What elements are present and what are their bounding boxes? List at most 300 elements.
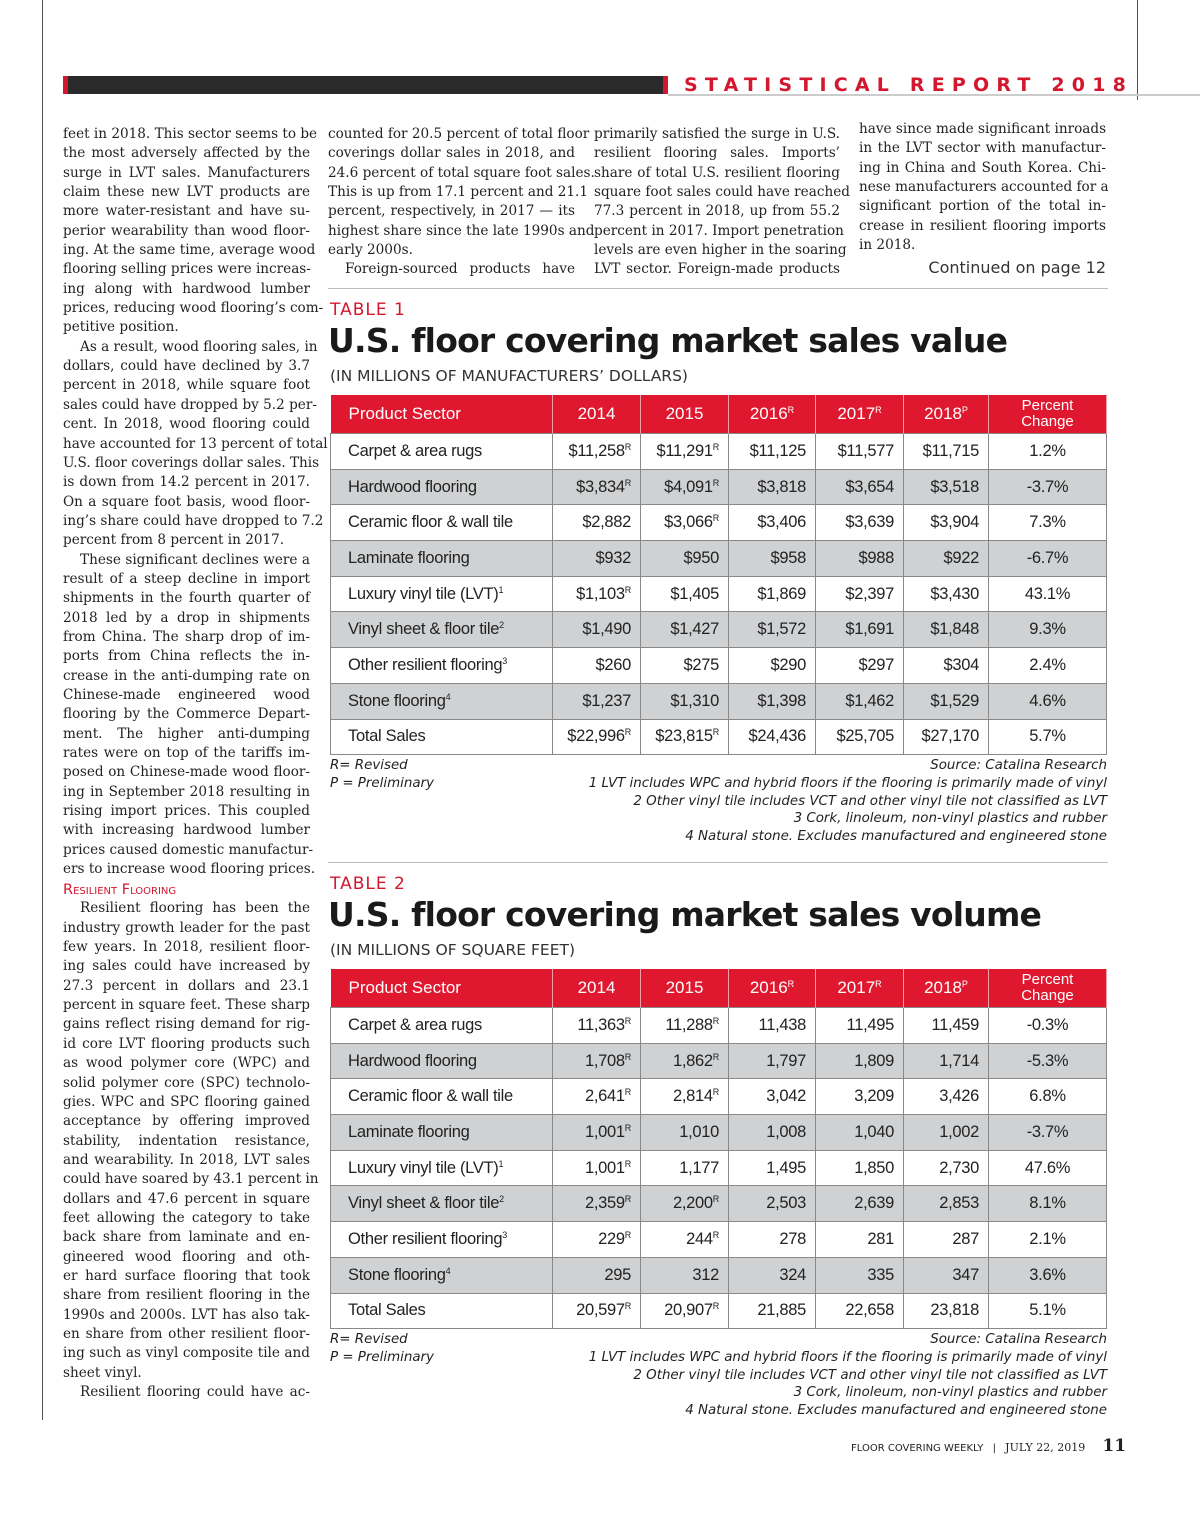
table-row [331,1186,1107,1222]
value-cell [729,576,816,612]
value-cell [641,719,729,755]
column-header-text: 2016 [749,978,788,997]
table-label: TABLE 1 [330,300,406,320]
value-cell [553,1079,641,1115]
cell-text: $22,996 [567,727,625,746]
cell-text: 1,008 [766,1122,806,1141]
superscript: 2 [499,1194,504,1205]
divider [328,862,1108,863]
value-cell [816,1008,904,1044]
cell-text: 11,495 [846,1015,894,1034]
cell-text: Other resilient flooring [348,655,503,674]
cell-text: Hardwood flooring [348,1051,477,1070]
cell-text: Hardwood flooring [348,477,477,496]
column-header-text: 2017 [837,978,876,997]
superscript: R [624,727,631,738]
value-cell [989,1043,1107,1079]
superscript: 4 [445,691,451,702]
value-cell [904,1008,989,1044]
cell-text: $922 [943,548,979,567]
cell-text: 5.7% [1029,727,1066,746]
issue-date: JULY 22, 2019 [1005,1441,1086,1454]
body-text-line: primarily satisfied the surge in U.S. [594,126,840,142]
source-note: Source: Catalina Research [930,1332,1107,1347]
column-header [816,969,904,1008]
cell-text: $27,170 [921,727,979,746]
superscript: R [712,1051,719,1062]
body-text-line: significant portion of the total in- [859,198,1106,215]
body-text-line: This is up from 17.1 percent and 21.1 [328,184,588,201]
cell-text: -3.7% [1026,1122,1069,1141]
superscript: 3 [502,1229,507,1240]
column-header [553,969,641,1008]
cell-text: Ceramic floor & wall tile [348,1087,513,1106]
body-text-line: ers to increase wood flooring prices. [63,861,316,878]
cell-text: 335 [867,1265,894,1284]
body-text-line: posed on Chinese-made wood floor- [63,764,310,781]
value-cell [553,1115,641,1151]
table-title: U.S. floor covering market sales volume [328,895,1042,934]
product-sector-cell [331,576,553,612]
value-cell [553,541,641,577]
value-cell [729,1115,816,1151]
cell-text: 11,363 [577,1015,625,1034]
superscript: R [712,513,719,524]
body-text-line: en share from other resilient floor- [63,1325,310,1342]
body-text-line: nese manufacturers accounted for a [859,179,1109,196]
cell-text: $297 [858,655,894,674]
page-right-rule [1137,0,1138,100]
cell-text: Laminate flooring [348,548,470,567]
superscript: R [712,1229,719,1240]
cell-text: 244 [686,1229,713,1248]
table-row [331,648,1107,684]
cell-text: 43.1% [1024,584,1071,603]
product-sector-cell [331,1186,553,1222]
product-sector-cell [331,1008,553,1044]
product-sector-cell [331,541,553,577]
divider [328,288,1108,289]
value-cell [641,1186,729,1222]
body-text-line: percent in 2018, while square foot [63,377,310,394]
cell-text: $3,430 [930,584,979,603]
article-column-4 [859,120,1109,255]
cell-text: $260 [595,655,631,674]
page-footer [851,1436,1126,1456]
value-cell [729,541,816,577]
superscript: R [712,727,719,738]
cell-text: $3,066 [664,513,713,532]
superscript: R [624,441,631,452]
body-text-line: sheet vinyl. [63,1364,142,1381]
body-text-line: ing in September 2018 resulting in [63,783,310,800]
body-text-line: U.S. floor coverings dollar sales. This [63,454,320,471]
column-header-text: 2014 [577,404,616,423]
cell-text: $3,654 [845,477,894,496]
article-column-3 [594,125,850,280]
body-text-line: Chinese-made engineered wood [63,686,310,703]
column-header-text: 2017 [837,404,876,423]
body-text-line: Foreign-sourced products have [345,261,575,278]
product-sector-cell [331,612,553,648]
cell-text: $25,705 [836,727,894,746]
value-cell [904,576,989,612]
body-text-line: 1990s and 2000s. LVT has also tak- [63,1306,310,1323]
superscript: R [624,1229,631,1240]
table-row [331,1115,1107,1151]
cell-text: $1,398 [757,691,806,710]
cell-text: $1,427 [670,620,719,639]
body-text-line: prices caused domestic manufactur- [63,841,314,858]
footnote: 2 Other vinyl tile includes VCT and other vinyl tile not classified as LVT [633,1367,1107,1383]
cell-text: $11,125 [749,441,806,460]
value-cell [989,576,1107,612]
body-text-line: rising import prices. This coupled [63,803,310,820]
value-cell [729,505,816,541]
cell-text: $11,715 [922,441,979,460]
value-cell [729,1008,816,1044]
cell-text: Total Sales [348,1301,426,1320]
table-row [331,434,1107,470]
superscript: 2 [499,620,504,631]
note-left: P = Preliminary [330,1349,434,1365]
value-cell [989,541,1107,577]
table-header-row [331,395,1107,434]
column-header [904,395,989,434]
cell-text: 7.3% [1029,513,1066,532]
footer-separator: | [992,1443,996,1454]
superscript: R [787,405,795,415]
cell-text: $1,310 [670,691,719,710]
value-cell [641,1150,729,1186]
table-row [331,1043,1107,1079]
value-cell [816,648,904,684]
cell-text: Carpet & area rugs [348,441,483,460]
superscript: R [712,1301,719,1312]
cell-text: 1,797 [766,1051,806,1070]
body-text-line: gains reflect rising demand for rig- [63,1016,310,1033]
cell-text: $3,818 [757,477,806,496]
value-cell [553,469,641,505]
body-text-line: 2018 led by a drop in shipments [63,609,310,626]
superscript: R [624,1122,631,1133]
cell-text: 4.6% [1029,691,1066,710]
cell-text: 11,288 [665,1015,713,1034]
cell-text: 1.2% [1029,441,1066,460]
value-cell [553,505,641,541]
body-text-line: counted for 20.5 percent of total floor [328,126,590,142]
cell-text: 2,359 [585,1194,625,1213]
body-text-line: These significant declines were a [80,551,310,568]
value-cell [904,1079,989,1115]
superscript: R [712,441,719,452]
cell-text: $3,406 [757,513,806,532]
column-header [729,969,816,1008]
value-cell [989,1079,1107,1115]
cell-text: $1,691 [845,620,894,639]
value-cell [904,1115,989,1151]
body-text-line: 24.6 percent of total square foot sales. [328,164,595,181]
body-text-line: result of a steep decline in import [63,570,310,587]
value-cell [989,505,1107,541]
cell-text: 1,862 [673,1051,713,1070]
value-cell [816,1257,904,1293]
body-text-line: percent in 2017. Import penetration [594,222,844,239]
body-text-line: the most adversely affected by the [63,145,310,162]
table-row [331,505,1107,541]
body-text-line: could have soared by 43.1 percent in [63,1171,319,1188]
product-sector-cell [331,469,553,505]
cell-text: 5.1% [1029,1301,1066,1320]
cell-text: 1,010 [679,1122,719,1141]
body-text-line: share from resilient flooring in the [63,1287,310,1304]
table-row [331,1257,1107,1293]
value-cell [729,1293,816,1329]
column-header [989,395,1107,434]
table-row [331,1079,1107,1115]
body-text-line: in 2018. [859,237,916,254]
footnote: 1 LVT includes WPC and hybrid floors if the flooring is primarily made of vinyl [588,775,1107,791]
body-text-line: percent in square feet. These sharp [63,997,310,1014]
note-left: P = Preliminary [330,775,434,791]
cell-text: 21,885 [757,1301,806,1320]
value-cell [904,683,989,719]
cell-text: 1,850 [854,1158,894,1177]
cell-text: $4,091 [664,477,713,496]
body-text-line: ing along with hardwood lumber [63,280,310,297]
cell-text: $2,397 [845,584,894,603]
cell-text: 3.6% [1029,1265,1066,1284]
column-header [904,969,989,1008]
value-cell [641,505,729,541]
cell-text: -5.3% [1026,1051,1069,1070]
cell-text: $958 [770,548,806,567]
product-sector-cell [331,1115,553,1151]
value-cell [904,612,989,648]
superscript: R [712,477,719,488]
superscript: R [712,1087,719,1098]
cell-text: $3,904 [930,513,979,532]
value-cell [729,683,816,719]
product-sector-cell [331,719,553,755]
cell-text: $950 [683,548,719,567]
value-cell [904,541,989,577]
cell-text: 3,426 [939,1087,979,1106]
table-header-row [331,969,1107,1008]
section-title: STATISTICAL REPORT 2018 [684,74,1134,96]
cell-text: -0.3% [1026,1015,1069,1034]
body-text-line: gies. WPC and SPC flooring gained [63,1093,310,1110]
value-cell [553,683,641,719]
superscript: R [624,1301,631,1312]
cell-text: $2,882 [582,513,631,532]
body-text-line: ports from China reflects the in- [63,648,310,665]
cell-text: $932 [595,548,631,567]
cell-text: 3,042 [766,1087,806,1106]
value-cell [641,1043,729,1079]
table-row [331,719,1107,755]
value-cell [729,719,816,755]
value-cell [989,1186,1107,1222]
cell-text: $1,405 [670,584,719,603]
superscript: P [961,405,968,415]
value-cell [553,1043,641,1079]
value-cell [989,719,1107,755]
value-cell [816,434,904,470]
superscript: R [712,1194,719,1205]
cell-text: $1,572 [757,620,806,639]
value-cell [816,1115,904,1151]
body-text-line: Resilient flooring could have ac- [80,1384,310,1400]
column-header-text: Product Sector [348,404,461,423]
value-cell [904,1186,989,1222]
footnote: 2 Other vinyl tile includes VCT and other vinyl tile not classified as LVT [633,793,1107,809]
column-header-text: Percent Change [1021,397,1074,430]
cell-text: $23,815 [655,727,713,746]
table-row [331,683,1107,719]
body-text-line: resilient flooring sales. Imports’ [594,145,840,162]
cell-text: $290 [770,655,806,674]
value-cell [904,505,989,541]
cell-text: 2.4% [1029,655,1066,674]
cell-text: 312 [692,1265,719,1284]
cell-text: Vinyl sheet & floor tile [348,1194,500,1213]
superscript: R [787,979,795,989]
footnote: 1 LVT includes WPC and hybrid floors if the flooring is primarily made of vinyl [588,1349,1107,1365]
column-header [641,395,729,434]
body-text-line: dollars, could have declined by 3.7 [63,358,310,375]
page-number: 11 [1102,1436,1127,1456]
column-header-text: 2018 [924,978,962,997]
data-table [330,395,1107,755]
superscript: 4 [445,1265,451,1276]
source-note: Source: Catalina Research [930,758,1107,773]
note-left: R= Revised [330,1332,408,1347]
value-cell [816,469,904,505]
value-cell [553,1150,641,1186]
value-cell [989,1222,1107,1258]
value-cell [729,1043,816,1079]
value-cell [641,469,729,505]
body-text-line: back share from laminate and en- [63,1229,310,1246]
cell-text: $3,518 [930,477,979,496]
value-cell [989,1115,1107,1151]
body-text-line: crease in the anti-dumping rate on [63,667,310,684]
body-text-line: er hard surface flooring that took [63,1267,310,1284]
cell-text: 2,853 [939,1194,979,1213]
table-row [331,1293,1107,1329]
footnote: 3 Cork, linoleum, non-vinyl plastics and rubber [793,1385,1107,1401]
cell-text: 9.3% [1029,620,1066,639]
body-text-line: have accounted for 13 percent of total [63,435,328,452]
body-text-line: rates were on top of the tariffs im- [63,745,310,761]
value-cell [553,576,641,612]
body-text-line: petitive position. [63,319,179,336]
superscript: R [624,1194,631,1205]
value-cell [729,469,816,505]
value-cell [904,469,989,505]
cell-text: Stone flooring [348,1265,446,1284]
body-text-line: ing sales could have increased by [63,958,310,975]
cell-text: 1,040 [854,1122,894,1141]
cell-text: 1,495 [766,1158,806,1177]
cell-text: 324 [779,1265,806,1284]
header-bar [63,76,668,94]
data-table [330,969,1107,1329]
superscript: R [624,477,631,488]
value-cell [641,1115,729,1151]
article-column-1 [63,125,328,1402]
value-cell [641,1257,729,1293]
cell-text: 347 [952,1265,979,1284]
cell-text: 2,503 [766,1194,806,1213]
value-cell [641,1008,729,1044]
value-cell [904,1222,989,1258]
value-cell [816,1186,904,1222]
body-text-line: levels are even higher in the soaring [594,242,847,259]
value-cell [553,1257,641,1293]
value-cell [553,1186,641,1222]
value-cell [816,541,904,577]
value-cell [553,434,641,470]
value-cell [729,434,816,470]
superscript: R [624,1051,631,1062]
cell-text: 2.1% [1029,1229,1066,1248]
product-sector-cell [331,505,553,541]
value-cell [816,505,904,541]
cell-text: $1,848 [930,620,979,639]
value-cell [641,1222,729,1258]
column-header-text: 2015 [665,404,704,423]
cell-text: $1,103 [576,584,625,603]
table-label: TABLE 2 [330,874,406,894]
article-column-2 [328,125,595,280]
cell-text: 2,200 [673,1194,713,1213]
value-cell [729,1257,816,1293]
body-text-line: share of total U.S. resilient flooring [594,164,840,181]
body-text-line: coverings dollar sales in 2018, and [328,145,575,162]
superscript: R [624,1015,631,1026]
body-text-line: and wearability. In 2018, LVT sales [63,1151,310,1168]
value-cell [553,719,641,755]
value-cell [816,683,904,719]
value-cell [816,1079,904,1115]
cell-text: $1,462 [845,691,894,710]
cell-text: 3,209 [854,1087,894,1106]
cell-text: 6.8% [1029,1087,1066,1106]
value-cell [989,434,1107,470]
cell-text: 295 [604,1265,631,1284]
body-text-line: highest share since the late 1990s and [328,222,595,239]
cell-text: 2,639 [854,1194,894,1213]
cell-text: $11,291 [656,441,713,460]
body-text-line: perior wearability than wood floor- [63,222,310,239]
table-row [331,576,1107,612]
cell-text: 1,714 [939,1051,979,1070]
value-cell [816,1293,904,1329]
cell-text: Laminate flooring [348,1122,470,1141]
cell-text: 281 [867,1229,894,1248]
value-cell [904,1043,989,1079]
superscript: 1 [498,584,504,595]
cell-text: 229 [598,1229,625,1248]
value-cell [904,1293,989,1329]
column-header-text: 2016 [749,404,788,423]
body-text-line: crease in resilient flooring imports [859,217,1106,234]
body-text-line: feet in 2018. This sector seems to be [63,126,318,142]
cell-text: Other resilient flooring [348,1229,503,1248]
value-cell [641,1079,729,1115]
